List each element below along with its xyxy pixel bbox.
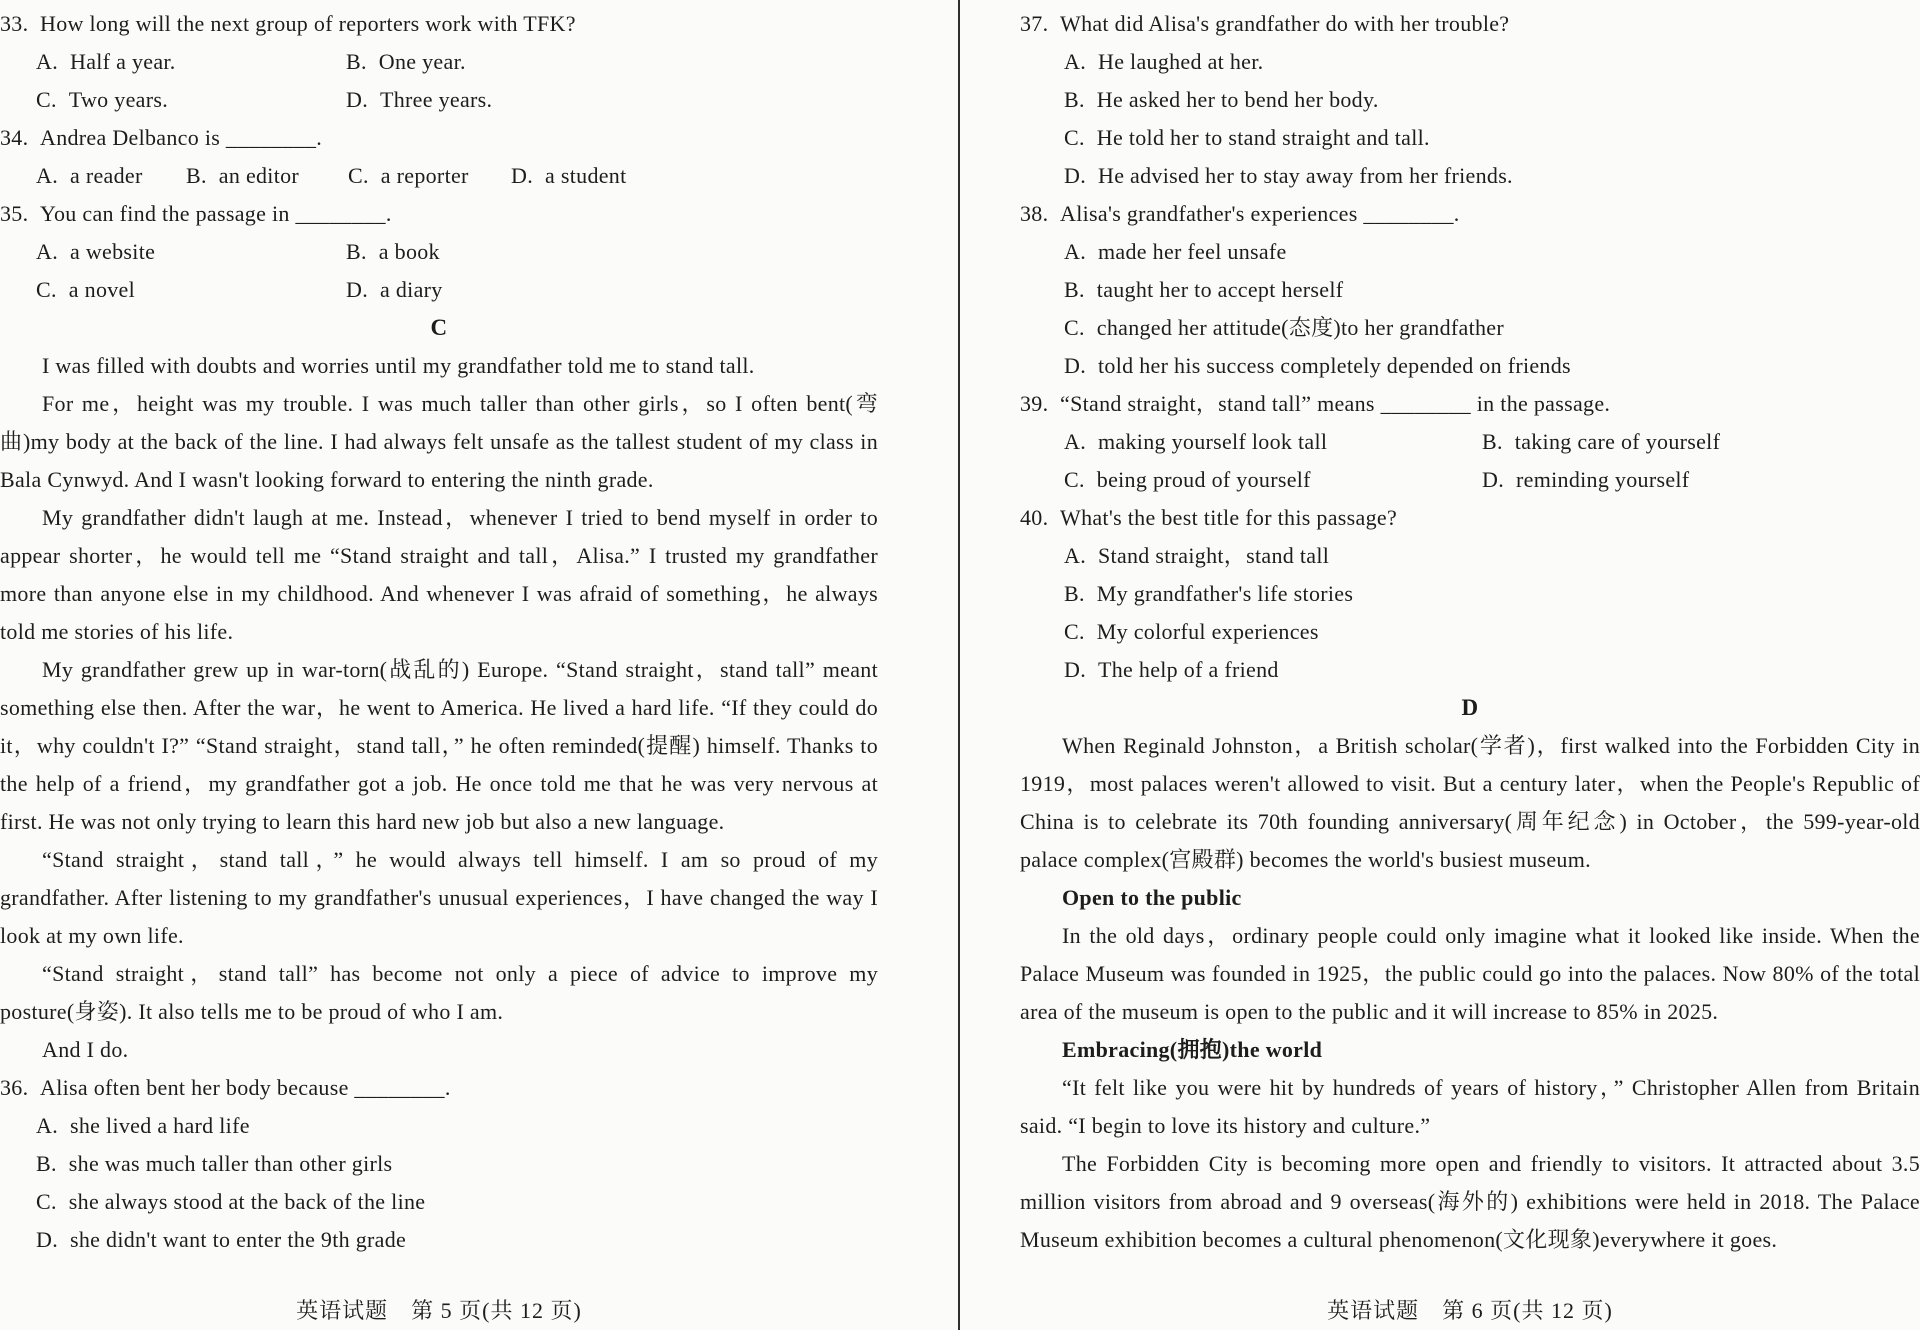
question-text: You can find the passage in ________. [40,201,392,226]
option-a [36,43,346,81]
option-d [1064,651,1920,689]
option-label: D. [511,163,533,188]
option-label: C. [1064,315,1085,340]
option-d [346,81,878,119]
passage-d-subheading-2: Embracing(拥抱)the world [1062,1037,1323,1062]
option-d [511,157,878,195]
question-38-line [1020,195,1920,233]
question-number: 40. [1020,505,1049,530]
option-text: He asked her to bend her body. [1096,87,1379,112]
option-a [36,157,186,195]
question-number: 33. [0,11,29,36]
question-34-options [0,157,878,195]
option-text: He told her to stand straight and tall. [1096,125,1430,150]
option-d [36,1221,878,1259]
question-34 [0,119,878,195]
option-text: a book [378,239,440,264]
passage-c-heading: C [430,315,448,340]
passage-c-paragraph-6: “Stand straight，stand tall” has become not only a piece of advice to improve my posture(身姿). It also tells me to be proud of who I am. [0,961,878,1024]
option-a [1064,43,1920,81]
question-number: 37. [1020,11,1049,36]
option-text: a reader [70,163,143,188]
option-d [346,271,878,309]
exam-page-5 [0,5,878,1259]
option-label: B. [346,239,367,264]
question-33-options [0,43,878,119]
question-text: Andrea Delbanco is ________. [40,125,323,150]
page-5-footer: 英语试题 第 5 页(共 12 页) [296,1298,582,1323]
question-36-line [0,1069,878,1107]
option-c [1064,119,1920,157]
question-number: 38. [1020,201,1049,226]
option-c [348,157,511,195]
passage-d-paragraph-1: When Reginald Johnston，a British scholar(学者)，first walked into the Forbidden City in 1919，most palaces weren't allowed to visit. But a century later，when the People's Republic of China is to celebrate its 70th founding anniversary(周年纪念) in October，the 599-year-old palace complex(宫殿群) becomes the world's busiest museum. [1020,733,1920,872]
passage-d-paragraph-4: The Forbidden City is becoming more open and friendly to visitors. It attracted about 3.5 million visitors from abroad and 9 overseas(海外的) exhibitions were held in 2018. The Palace Museum exhibition becomes a cultural phenomenon(文化现象)everywhere it goes. [1020,1151,1920,1252]
option-text: Two years. [68,87,168,112]
page-6-footer: 英语试题 第 6 页(共 12 页) [1327,1298,1613,1323]
option-text: a novel [68,277,136,302]
question-number: 36. [0,1075,29,1100]
question-36 [0,1069,878,1259]
option-label: D. [1482,467,1504,492]
option-b [346,233,878,271]
option-label: A. [36,1113,58,1138]
option-text: a website [70,239,156,264]
option-label: C. [348,163,369,188]
option-label: A. [1064,239,1086,264]
option-c [36,271,346,309]
option-text: He advised her to stay away from her friends. [1098,163,1513,188]
question-38-options [1020,233,1920,385]
option-label: C. [1064,125,1085,150]
option-label: B. [36,1151,57,1176]
question-36-options [0,1107,878,1259]
question-38 [1020,195,1920,385]
question-39-options [1020,423,1920,499]
option-b [1482,423,1920,461]
option-b [346,43,878,81]
option-text: she was much taller than other girls [68,1151,393,1176]
option-label: A. [1064,429,1086,454]
option-text: making yourself look tall [1098,429,1328,454]
question-text: How long will the next group of reporters work with TFK? [40,11,576,36]
option-label: C. [36,277,57,302]
option-d [1064,347,1920,385]
passage-d-paragraph-3: “It felt like you were hit by hundreds of years of history，” Christopher Allen from Britain said. “I begin to love its history and culture.” [1020,1075,1920,1138]
option-label: A. [36,239,58,264]
passage-c-paragraph-7: And I do. [42,1037,129,1062]
passage-d-paragraph-2: In the old days，ordinary people could only imagine what it looked like inside. When the Palace Museum was founded in 1925，the public could go into the palaces. Now 80% of the total area of the museum is open to the public and it will increase to 85% in 2025. [1020,923,1920,1024]
option-b [1064,575,1920,613]
option-text: being proud of yourself [1096,467,1311,492]
option-label: D. [1064,163,1086,188]
question-39 [1020,385,1920,499]
option-text: One year. [378,49,466,74]
option-text: told her his success completely depended on friends [1098,353,1571,378]
question-39-line [1020,385,1920,423]
question-33 [0,5,878,119]
option-b [36,1145,878,1183]
passage-c-paragraph-3: My grandfather didn't laugh at me. Instead，whenever I tried to bend myself in order to appear shorter，he would tell me “Stand straight and tall，Alisa.” I trusted my grandfather more than anyone else in my childhood. And whenever I was afraid of something，he always told me stories of his life. [0,505,878,644]
option-text: an editor [218,163,300,188]
option-label: C. [36,1189,57,1214]
question-35 [0,195,878,309]
option-d [1064,157,1920,195]
passage-c-paragraph-2: For me，height was my trouble. I was much taller than other girls，so I often bent(弯曲)my body at the back of the line. I had always felt unsafe as the tallest student of my class in Bala Cynwyd. And I wasn't looking forward to entering the ninth grade. [0,391,878,492]
option-label: D. [1064,657,1086,682]
option-a [36,233,346,271]
option-c [1064,309,1920,347]
option-c [36,81,346,119]
question-text: Alisa's grandfather's experiences ________. [1060,201,1460,226]
option-label: D. [1064,353,1086,378]
passage-c-paragraph-4: My grandfather grew up in war-torn(战乱的) Europe. “Stand straight，stand tall” meant something else then. After the war，he went to America. He lived a hard life. “If they could do it，why couldn't I?” “Stand straight，stand tall，” he often reminded(提醒) himself. Thanks to the help of a friend，my grandfather got a job. He once told me that he was very nervous at first. He was not only trying to learn this hard new job but also a new language. [0,657,878,834]
option-text: taught her to accept herself [1096,277,1344,302]
option-label: B. [1064,581,1085,606]
passage-d-heading: D [1461,695,1479,720]
page-divider-rule [958,0,960,1330]
passage-c-paragraph-5: “Stand straight，stand tall，” he would always tell himself. I am so proud of my grandfather. After listening to my grandfather's unusual experiences，I have changed the way I look at my own life. [0,847,878,948]
option-text: Half a year. [70,49,176,74]
question-40-line [1020,499,1920,537]
question-40 [1020,499,1920,689]
option-text: made her feel unsafe [1098,239,1287,264]
passage-d-subheading-1: Open to the public [1062,885,1242,910]
exam-page-6 [1020,5,1920,1259]
option-text: My colorful experiences [1096,619,1319,644]
question-number: 35. [0,201,29,226]
option-text: she didn't want to enter the 9th grade [70,1227,407,1252]
option-label: C. [36,87,57,112]
option-label: D. [346,87,368,112]
option-text: a diary [380,277,443,302]
question-number: 34. [0,125,29,150]
option-text: she always stood at the back of the line [68,1189,426,1214]
option-text: Three years. [380,87,493,112]
option-label: C. [1064,619,1085,644]
question-number: 39. [1020,391,1049,416]
question-text: What did Alisa's grandfather do with her trouble? [1060,11,1510,36]
option-text: The help of a friend [1098,657,1279,682]
option-a [1064,423,1482,461]
option-a [1064,233,1920,271]
question-35-line [0,195,878,233]
option-label: D. [36,1227,58,1252]
passage-c-paragraph-1: I was filled with doubts and worries until my grandfather told me to stand tall. [42,353,755,378]
option-label: A. [36,163,58,188]
option-text: taking care of yourself [1514,429,1721,454]
option-d [1482,461,1920,499]
option-text: He laughed at her. [1098,49,1264,74]
option-label: B. [346,49,367,74]
question-text: Alisa often bent her body because ________. [40,1075,451,1100]
question-37 [1020,5,1920,195]
option-text: a student [545,163,627,188]
option-a [1064,537,1920,575]
option-label: C. [1064,467,1085,492]
option-label: B. [1064,277,1085,302]
option-b [1064,81,1920,119]
option-label: B. [186,163,207,188]
question-37-options [1020,43,1920,195]
option-b [186,157,348,195]
question-34-line [0,119,878,157]
option-text: My grandfather's life stories [1096,581,1354,606]
option-b [1064,271,1920,309]
question-text: “Stand straight，stand tall” means ________ in the passage. [1060,391,1611,416]
option-text: a reporter [380,163,469,188]
option-label: B. [1064,87,1085,112]
option-c [36,1183,878,1221]
option-label: D. [346,277,368,302]
question-35-options [0,233,878,309]
question-40-options [1020,537,1920,689]
option-text: reminding yourself [1516,467,1690,492]
question-37-line [1020,5,1920,43]
option-c [1064,613,1920,651]
option-c [1064,461,1482,499]
option-label: A. [1064,543,1086,568]
option-text: she lived a hard life [70,1113,250,1138]
option-label: B. [1482,429,1503,454]
question-33-line [0,5,878,43]
option-label: A. [36,49,58,74]
option-a [36,1107,878,1145]
option-text: changed her attitude(态度)to her grandfather [1096,315,1504,340]
option-label: A. [1064,49,1086,74]
option-text: Stand straight，stand tall [1098,543,1330,568]
question-text: What's the best title for this passage? [1060,505,1398,530]
